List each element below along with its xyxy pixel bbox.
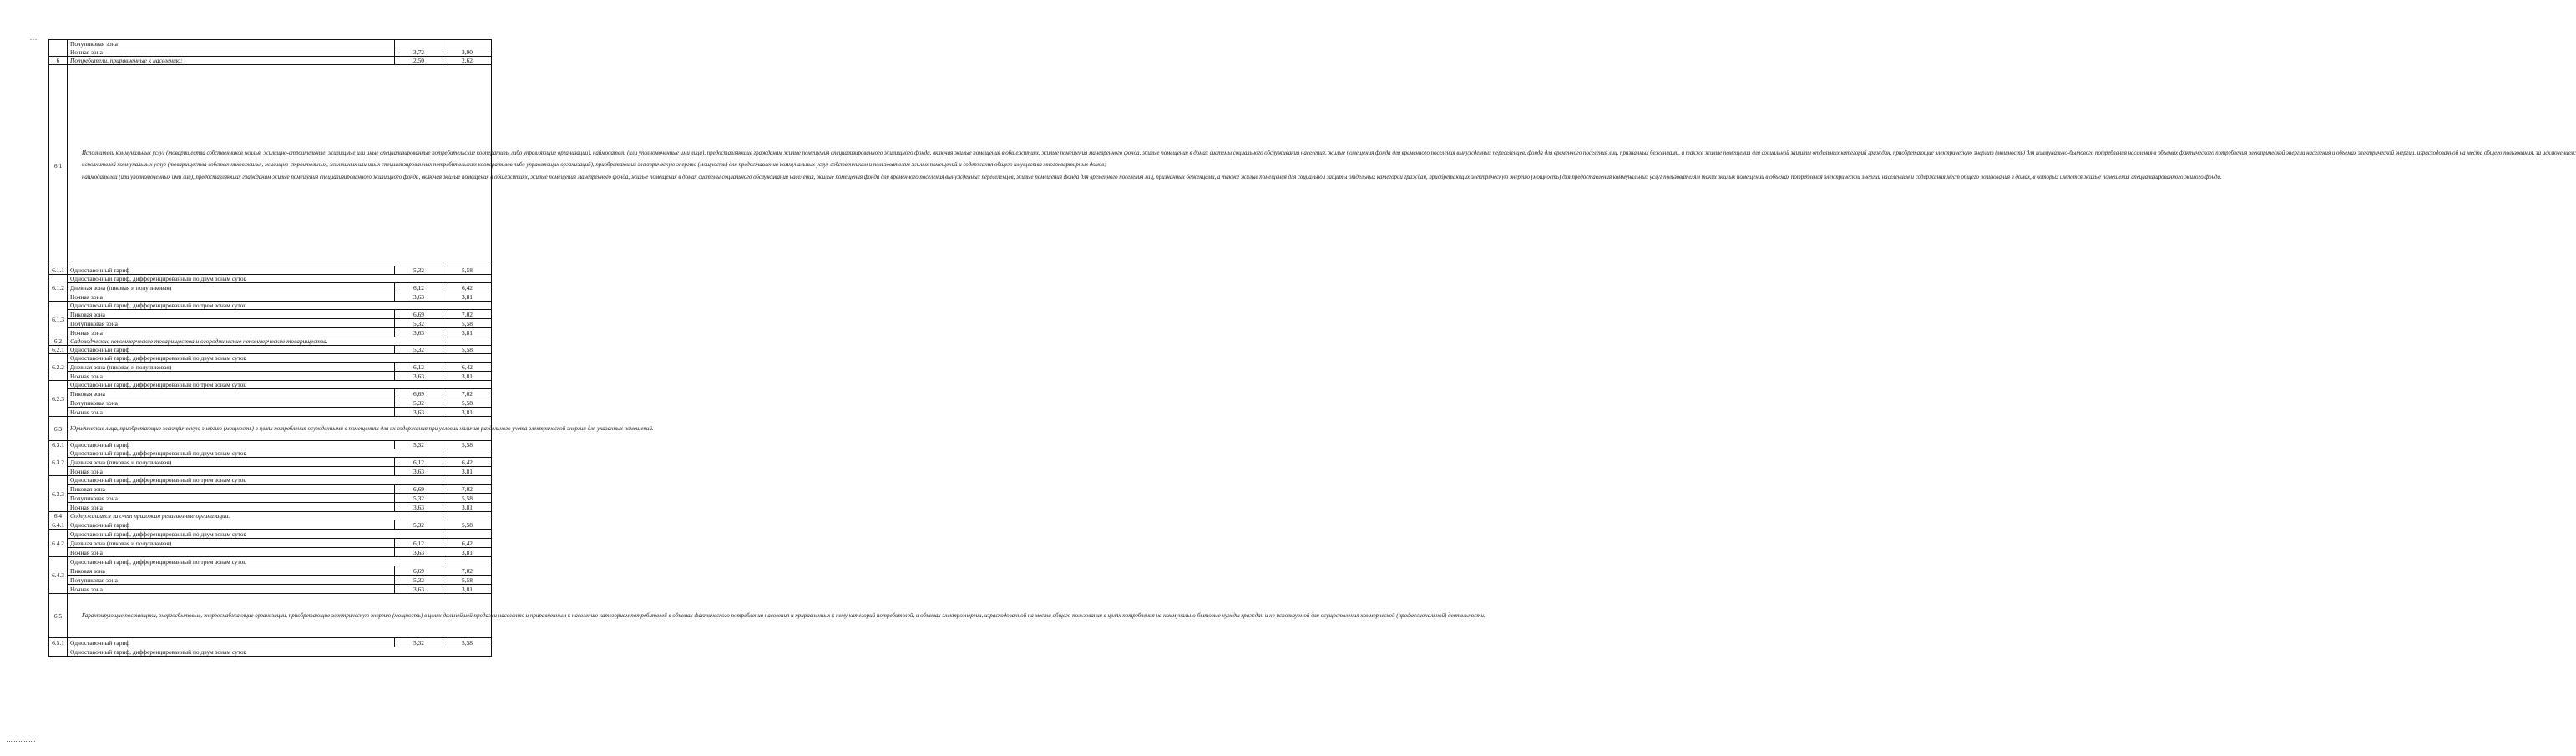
table-row [49, 389, 492, 398]
tariff-value: 3,63 [395, 372, 443, 381]
category-label: Садоводческие некоммерческие товарищества и огороднические некоммерческие товарищества. [68, 337, 492, 346]
table-row [49, 557, 492, 566]
tariff-value: 3,63 [395, 467, 443, 476]
tariff-label: Одноставочный тариф [68, 638, 395, 647]
header-mark: ... [30, 34, 38, 42]
tariff-label: Одноставочный тариф, дифференцированный по трем зонам суток [68, 476, 492, 485]
tariff-value: 3,81 [443, 372, 492, 381]
table-row [49, 638, 492, 647]
table-row [49, 494, 492, 503]
row-number: 6.2.3 [49, 381, 68, 417]
tariff-value: 3,63 [395, 548, 443, 557]
tariff-value: 5,58 [443, 266, 492, 275]
tariff-value: 5,58 [443, 398, 492, 408]
category-description [68, 65, 2576, 266]
table-row [49, 319, 492, 328]
tariff-label: Одноставочный тариф, дифференцированный по трем зонам суток [68, 302, 492, 310]
tariff-value: 3,63 [395, 328, 443, 337]
table-row [49, 539, 492, 548]
paragraph: наймодателей (или уполномоченных ими лиц), предоставляющих гражданам жилые помещения специализированного жилищного фонда, включая жилые помещения в общежитиях, жилые помещения маневренного фонда, жилые помещения в домах системы социального обслуживания населения, жилые помещения фонда для временного поселения вынужденных переселенцев, жилые помещения фонда для временного поселения лиц, признанных беженцами, а также жилые помещения для социальной защиты отдельных категорий граждан, приобретающих электрическую энергию (мощность) для предоставления коммунальных услуг пользователям таких жилых помещений в объемах потребления электрической энергии населением и содержания мест общего пользования в домах, в которых имеются жилые помещения специализированного жилого фонда. [82, 174, 2222, 180]
table-row [49, 647, 492, 657]
zone-label: Ночная зона [68, 408, 395, 417]
zone-label: Пиковая зона [68, 310, 395, 319]
tariff-value: 3,81 [443, 408, 492, 417]
zone-label: Дневная зона (пиковая и полупиковая) [68, 458, 395, 467]
zone-label: Ночная зона [68, 292, 395, 302]
table-row [49, 381, 492, 389]
table-row [49, 363, 492, 372]
tariff-value: 5,58 [443, 319, 492, 328]
table-row [49, 275, 492, 283]
zone-label: Ночная зона [68, 48, 395, 57]
zone-label: Дневная зона (пиковая и полупиковая) [68, 539, 395, 548]
tariff-label: Одноставочный тариф [68, 520, 395, 530]
tariff-value: 5,32 [395, 576, 443, 585]
zone-label: Ночная зона [68, 467, 395, 476]
tariff-value: 7,02 [443, 310, 492, 319]
tariff-value: 7,02 [443, 485, 492, 494]
table-row [49, 485, 492, 494]
table-row [49, 458, 492, 467]
tariff-value: 3,81 [443, 585, 492, 594]
tariff-value: 5,32 [395, 441, 443, 449]
tariff-value: 6,42 [443, 539, 492, 548]
tariff-value: 5,32 [395, 319, 443, 328]
table-row [49, 441, 492, 449]
row-number: 6.2.2 [49, 354, 68, 381]
paragraph: исполнителей коммунальных услуг (товарищества собственников жилья, жилищно-строительных, жилищных или иных специализированных потребительских кооперативов либо управляющих организаций), приобретающих электрическую энергию (мощность) для предоставления коммунальных услуг собственникам и пользователям жилых помещений и содержания общего имущества многоквартирных домов; [82, 162, 1106, 169]
tariff-value: 2,62 [443, 57, 492, 65]
tariff-value: 6,12 [395, 283, 443, 292]
tariff-value: 5,32 [395, 638, 443, 647]
category-label: Юридические лица, приобретающие электрическую энергию (мощность) в целях потребления осужденными в помещениях для их содержания при условии наличия раздельного учета электрической энергии для указанных помещений. [68, 417, 492, 441]
paragraph: Исполнители коммунальных услуг (товарищества собственников жилья, жилищно-строительные, жилищные или иные специализированные потребительские кооперативы либо управляющие организации), наймодатели (или уполномоченные ими лица), предоставляющие гражданам жилые помещения специализированного жилищного фонда, включая жилые помещения в общежитиях, жилые помещения маневренного фонда, жилые помещения в домах системы социального обслуживания населения, жилые помещения фонда для временного поселения вынужденных переселенцев, фонда для временного поселения лиц, признанных беженцами, а также жилые помещения для социальной защиты отдельных категорий граждан, приобретающие электрическую энергию (мощность) для коммунально-бытового потребления населения в объемах фактического потребления электрической энергии населения и объемах электрической энергии, израсходованной на места общего пользования, за исключением: [82, 150, 2576, 157]
tariff-value: 5,58 [443, 346, 492, 354]
table-row [49, 302, 492, 310]
table-row [49, 566, 492, 576]
row-number: 6.3.1 [49, 441, 68, 449]
tariff-value: 5,58 [443, 494, 492, 503]
tariff-value: 5,58 [443, 441, 492, 449]
zone-label: Дневная зона (пиковая и полупиковая) [68, 363, 395, 372]
zone-label: Полупиковая зона [68, 319, 395, 328]
table-row [49, 548, 492, 557]
table-row [49, 576, 492, 585]
table-row [49, 48, 492, 57]
tariff-label: Одноставочный тариф, дифференцированный по двум зонам суток [68, 647, 492, 657]
table-row [49, 337, 492, 346]
table-row [49, 467, 492, 476]
tariff-label: Одноставочный тариф [68, 441, 395, 449]
tariff-label: Одноставочный тариф [68, 346, 395, 354]
table-row [49, 398, 492, 408]
tariff-value: 5,58 [443, 520, 492, 530]
tariff-value: 6,69 [395, 485, 443, 494]
row-number: 6.1.2 [49, 275, 68, 302]
zone-label: Ночная зона [68, 585, 395, 594]
zone-label: Полупиковая зона [68, 398, 395, 408]
row-number: 6.5.1 [49, 638, 68, 647]
zone-label: Ночная зона [68, 548, 395, 557]
row-number: 6.1.3 [49, 302, 68, 337]
table-row [49, 594, 492, 638]
footer-line [7, 741, 35, 742]
table-row [49, 449, 492, 458]
table-row [49, 310, 492, 319]
table-row [49, 65, 492, 266]
table-row [49, 520, 492, 530]
tariff-value: 6,69 [395, 310, 443, 319]
row-number: 6.5 [49, 594, 68, 638]
row-number: 6.3.3 [49, 476, 68, 512]
tariff-value: 6,42 [443, 283, 492, 292]
row-number: 6.4 [49, 512, 68, 520]
category-label: Гарантирующие поставщики, энергосбытовые, энергоснабжающие организации, приобретающие электрическую энергию (мощность) в целях дальнейшей продажи населению и приравненным к населению категориям потребителей в объемах фактического потребления населения и приравненных к нему категорий потребителей, и объемах электроэнергии, израсходованной на места общего пользования в целях потребления на коммунально-бытовые нужды граждан и не используемой для осуществления коммерческой (профессиональной) деятельности. [68, 594, 492, 638]
tariff-value: 6,42 [443, 458, 492, 467]
row-number: 6 [49, 57, 68, 65]
row-number: 6.3 [49, 417, 68, 441]
zone-label: Дневная зона (пиковая и полупиковая) [68, 283, 395, 292]
zone-label: Пиковая зона [68, 566, 395, 576]
zone-label: Полупиковая зона [68, 494, 395, 503]
tariff-table [48, 39, 2576, 657]
tariff-label: Одноставочный тариф, дифференцированный по двум зонам суток [68, 449, 492, 458]
tariff-value: 3,63 [395, 585, 443, 594]
tariff-label: Одноставочный тариф, дифференцированный по трем зонам суток [68, 381, 492, 389]
row-number: 6.2 [49, 337, 68, 346]
tariff-label: Одноставочный тариф, дифференцированный по двум зонам суток [68, 530, 492, 539]
tariff-value: 6,12 [395, 458, 443, 467]
tariff-label: Одноставочный тариф, дифференцированный по трем зонам суток [68, 557, 492, 566]
tariff-value: 5,58 [443, 576, 492, 585]
tariff-value: 3,81 [443, 292, 492, 302]
table-row [49, 530, 492, 539]
tariff-value: 5,32 [395, 346, 443, 354]
tariff-value: 3,81 [443, 548, 492, 557]
tariff-value: 3,63 [395, 503, 443, 512]
tariff-label: Одноставочный тариф [68, 266, 395, 275]
tariff-value: 5,32 [395, 494, 443, 503]
table-row [49, 476, 492, 485]
tariff-value: 3,81 [443, 503, 492, 512]
row-number: 6.2.1 [49, 346, 68, 354]
zone-label: Ночная зона [68, 372, 395, 381]
tariff-value: 6,69 [395, 566, 443, 576]
row-number: 6.1 [49, 65, 68, 266]
zone-label: Ночная зона [68, 503, 395, 512]
tariff-value: 2,50 [395, 57, 443, 65]
table-row [49, 346, 492, 354]
row-number: 6.4.2 [49, 530, 68, 557]
table-row [49, 417, 492, 441]
tariff-value: 7,02 [443, 389, 492, 398]
zone-label: Пиковая зона [68, 389, 395, 398]
row-number: 6.4.1 [49, 520, 68, 530]
tariff-value: 6,42 [443, 363, 492, 372]
row-number: 6.4.3 [49, 557, 68, 594]
table-row [49, 283, 492, 292]
table-row [49, 408, 492, 417]
zone-label: Полупиковая зона [68, 576, 395, 585]
row-number: 6.1.1 [49, 266, 68, 275]
table-row [49, 292, 492, 302]
tariff-value: 3,72 [395, 48, 443, 57]
tariff-value: 5,58 [443, 638, 492, 647]
table-row [49, 503, 492, 512]
table-row [49, 40, 492, 48]
tariff-value: 6,12 [395, 539, 443, 548]
tariff-value: 3,81 [443, 328, 492, 337]
table-row [49, 585, 492, 594]
tariff-value: 3,81 [443, 467, 492, 476]
tariff-value: 6,12 [395, 363, 443, 372]
zone-label: Полупиковая зона [68, 40, 395, 48]
tariff-label: Одноставочный тариф, дифференцированный по двум зонам суток [68, 275, 492, 283]
tariff-value: 5,32 [395, 266, 443, 275]
category-label: Содержащиеся за счет прихожан религиозные организации. [68, 512, 492, 520]
zone-label: Ночная зона [68, 328, 395, 337]
category-label: Потребители, приравненные к населению: [68, 57, 395, 65]
table-row [49, 266, 492, 275]
tariff-value: 3,63 [395, 292, 443, 302]
tariff-value: 3,90 [443, 48, 492, 57]
table-row [49, 328, 492, 337]
zone-label: Пиковая зона [68, 485, 395, 494]
tariff-value: 5,32 [395, 398, 443, 408]
tariff-value: 7,02 [443, 566, 492, 576]
table-row [49, 512, 492, 520]
row-number: 6.3.2 [49, 449, 68, 476]
table-row [49, 372, 492, 381]
tariff-label: Одноставочный тариф, дифференцированный по двум зонам суток [68, 354, 492, 363]
table-row [49, 354, 492, 363]
table-row [49, 57, 492, 65]
tariff-value: 3,63 [395, 408, 443, 417]
tariff-value: 6,69 [395, 389, 443, 398]
tariff-value: 5,32 [395, 520, 443, 530]
